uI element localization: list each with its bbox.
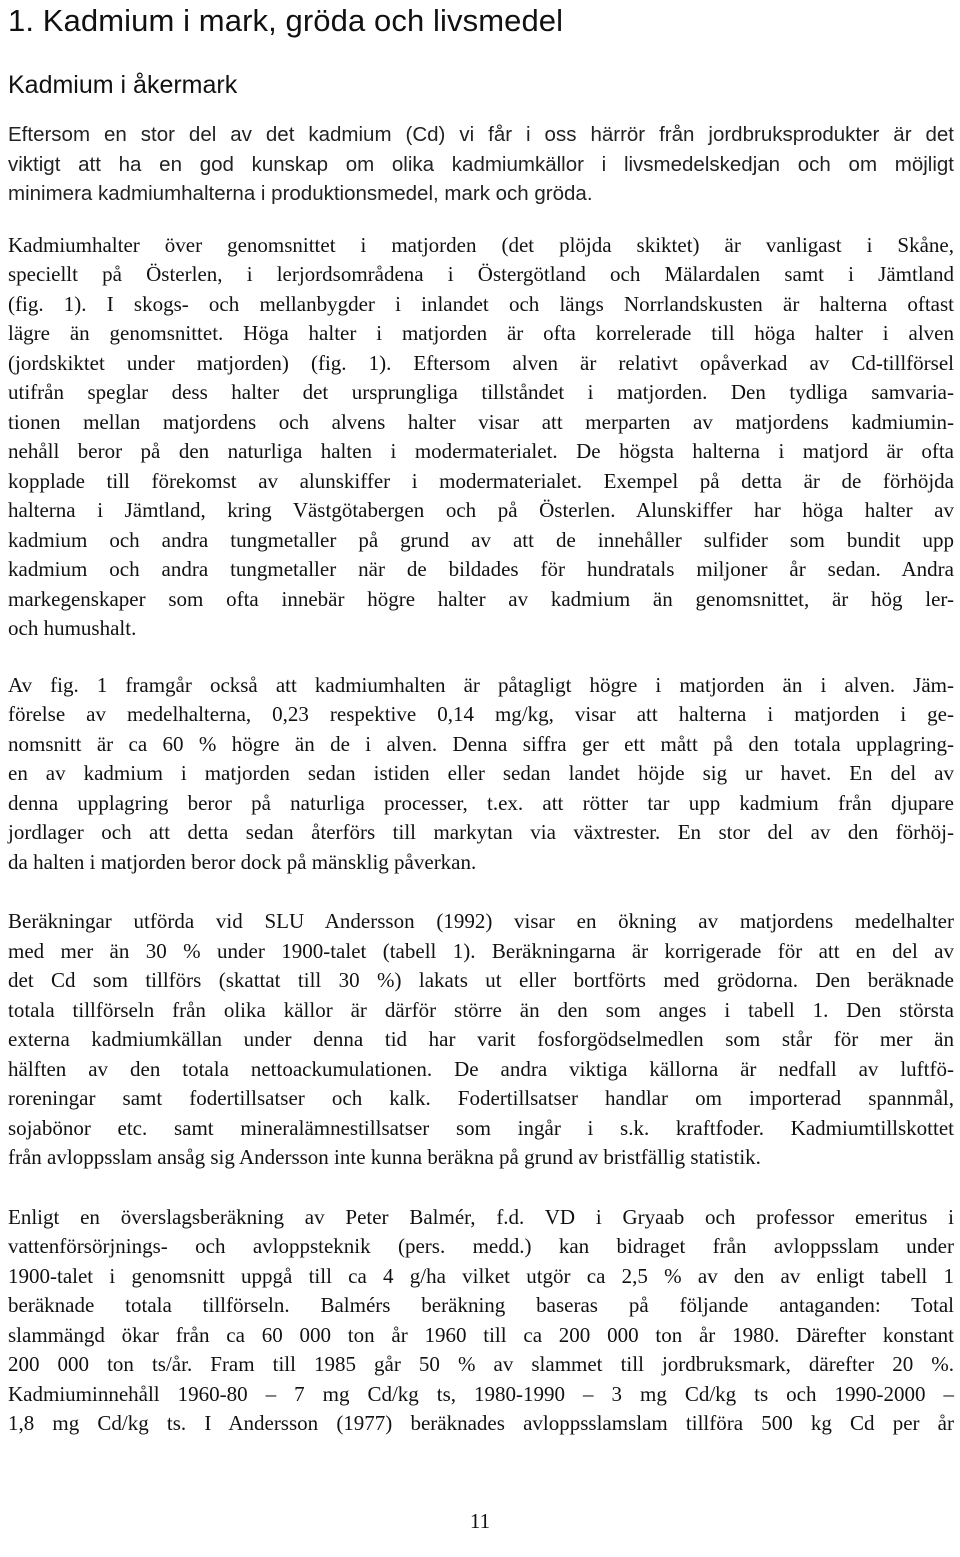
section-title: Kadmium i åkermark xyxy=(8,71,238,99)
paragraph-line: nomsnitt är ca 60 % högre än de i alven. Denna siffra ger ett mått på den totala upplagring- xyxy=(8,731,954,756)
paragraph-line: (fig. 1). I skogs- och mellanbygder i inlandet och längs Norrlandskusten är halterna oftast xyxy=(8,291,954,316)
paragraph-slu-calculations xyxy=(8,907,954,1173)
paragraph-line: Av fig. 1 framgår också att kadmiumhalten är påtagligt högre i matjorden än i alven. Jäm- xyxy=(8,672,954,697)
paragraph-cadmium-levels xyxy=(8,231,954,644)
paragraph-line: Enligt en överslagsberäkning av Peter Balmér, f.d. VD i Gryaab och professor emeritus i xyxy=(8,1204,954,1229)
paragraph-line: slammängd ökar från ca 60 000 ton år 1960 till ca 200 000 ton år 1980. Därefter konstant xyxy=(8,1322,954,1347)
paragraph-line: denna upplagring beror på naturliga processer, t.ex. att rötter tar upp kadmium från djupare xyxy=(8,790,954,815)
paragraph-line: förelse av medelhalterna, 0,23 respektive 0,14 mg/kg, visar att halterna i matjorden i ge- xyxy=(8,702,954,726)
paragraph-line: kadmium och andra tungmetaller på grund av att de innehåller sulfider som bundit upp xyxy=(8,527,954,552)
paragraph-line: 1900-talet i genomsnitt uppgå till ca 4 g/ha vilket utgör ca 2,5 % av den av enligt tabell 1 xyxy=(8,1263,954,1288)
paragraph-line: vattenförsörjnings- och avloppsteknik (pers. medd.) kan bidraget från avloppsslam under xyxy=(8,1234,954,1258)
paragraph-line: kadmium och andra tungmetaller när de bildades för hundratals miljoner år sedan. Andra xyxy=(8,557,954,581)
paragraph-topsoil-subsoil xyxy=(8,671,954,878)
paragraph-line: från avloppsslam ansåg sig Andersson inte kunna beräkna på grund av bristfällig statistik. xyxy=(8,1145,761,1169)
paragraph-line: 200 000 ton ts/år. Fram till 1985 går 50 % av slammet till jordbruksmark, därefter 20 %. xyxy=(8,1352,954,1376)
paragraph-line: det Cd som tillförs (skattat till 30 %) lakats ut eller bortförts med grödorna. Den beräknade xyxy=(8,968,954,992)
paragraph-line: Eftersom en stor del av det kadmium (Cd) vi får i oss härrör från jordbruksprodukter är det xyxy=(8,123,954,146)
paragraph-intro xyxy=(8,120,954,209)
paragraph-line: externa kadmiumkällan under denna tid har varit fosforgödselmedlen som står för mer än xyxy=(8,1027,954,1051)
paragraph-line: viktigt att ha en god kunskap om olika kadmiumkällor i livsmedelskedjan och om möjligt xyxy=(8,152,954,176)
paragraph-line: Beräkningar utförda vid SLU Andersson (1992) visar en ökning av matjordens medelhalter xyxy=(8,909,954,933)
paragraph-line: Kadmiuminnehåll 1960-80 – 7 mg Cd/kg ts, 1980-1990 – 3 mg Cd/kg ts och 1990-2000 – xyxy=(8,1381,954,1406)
paragraph-line: nehåll beror på den naturliga halten i modermaterialet. De högsta halterna i matjord är ofta xyxy=(8,439,954,463)
paragraph-line: och humushalt. xyxy=(8,616,137,640)
paragraph-line: Kadmiumhalter över genomsnittet i matjorden (det plöjda skiktet) är vanligast i Skåne, xyxy=(8,232,954,257)
paragraph-line: utifrån speglar dess halter det ursprungliga tillståndet i matjorden. Den tydliga samvaria- xyxy=(8,380,954,404)
paragraph-line: (jordskiktet under matjorden) (fig. 1). Eftersom alven är relativt opåverkad av Cd-tillförsel xyxy=(8,350,954,375)
paragraph-line: 1,8 mg Cd/kg ts. I Andersson (1977) beräknades avloppsslamslam tillföra 500 kg Cd per år xyxy=(8,1411,954,1435)
chapter-title: 1. Kadmium i mark, gröda och livsmedel xyxy=(8,3,564,38)
paragraph-line: markegenskaper som ofta innebär högre halter av kadmium än genomsnittet, är hög ler- xyxy=(8,586,954,611)
paragraph-line: sojabönor etc. samt mineralämnestillsatser som ingår i s.k. kraftfoder. Kadmiumtillskottet xyxy=(8,1115,954,1140)
paragraph-line: da halten i matjorden beror dock på mänsklig påverkan. xyxy=(8,849,477,874)
paragraph-line: minimera kadmiumhalterna i produktionsmedel, mark och gröda. xyxy=(8,182,593,205)
paragraph-line: tionen mellan matjordens och alvens halter visar att merparten av matjordens kadmiumin- xyxy=(8,409,954,434)
paragraph-line: en av kadmium i matjorden sedan istiden eller sedan landet höjde sig ur havet. En del av xyxy=(8,761,954,785)
page-number: 11 xyxy=(469,1509,491,1533)
paragraph-line: kopplade till förekomst av alunskiffer i modermaterialet. Exempel på detta är de förhöjda xyxy=(8,468,954,493)
paragraph-line: totala tillförseln från olika källor är därför större än den som anges i tabell 1. Den största xyxy=(8,997,954,1022)
paragraph-line: beräknade totala tillförseln. Balmérs beräkning baseras på följande antaganden: Total xyxy=(8,1293,954,1317)
paragraph-sewage-sludge xyxy=(8,1203,954,1439)
paragraph-line: lägre än genomsnittet. Höga halter i matjorden är ofta korrelerade till höga halter i alven xyxy=(8,321,954,345)
paragraph-line: speciellt på Österlen, i lerjordsområdena i Östergötland och Mälardalen samt i Jämtland xyxy=(8,262,954,286)
paragraph-line: hälften av den totala nettoackumulationen. De andra viktiga källorna är nedfall av luftfö- xyxy=(8,1056,954,1081)
document-page xyxy=(8,0,954,1439)
paragraph-line: roreningar samt fodertillsatser och kalk. Fodertillsatser handlar om importerad spannmål, xyxy=(8,1086,954,1110)
paragraph-line: med mer än 30 % under 1900-talet (tabell 1). Beräkningarna är korrigerade för att en del av xyxy=(8,938,954,963)
paragraph-line: halterna i Jämtland, kring Västgötabergen och på Österlen. Alunskiffer har höga halter av xyxy=(8,498,954,522)
paragraph-line: jordlager och att detta sedan återförs till markytan via växtrester. En stor del av den förhöj- xyxy=(8,820,954,844)
